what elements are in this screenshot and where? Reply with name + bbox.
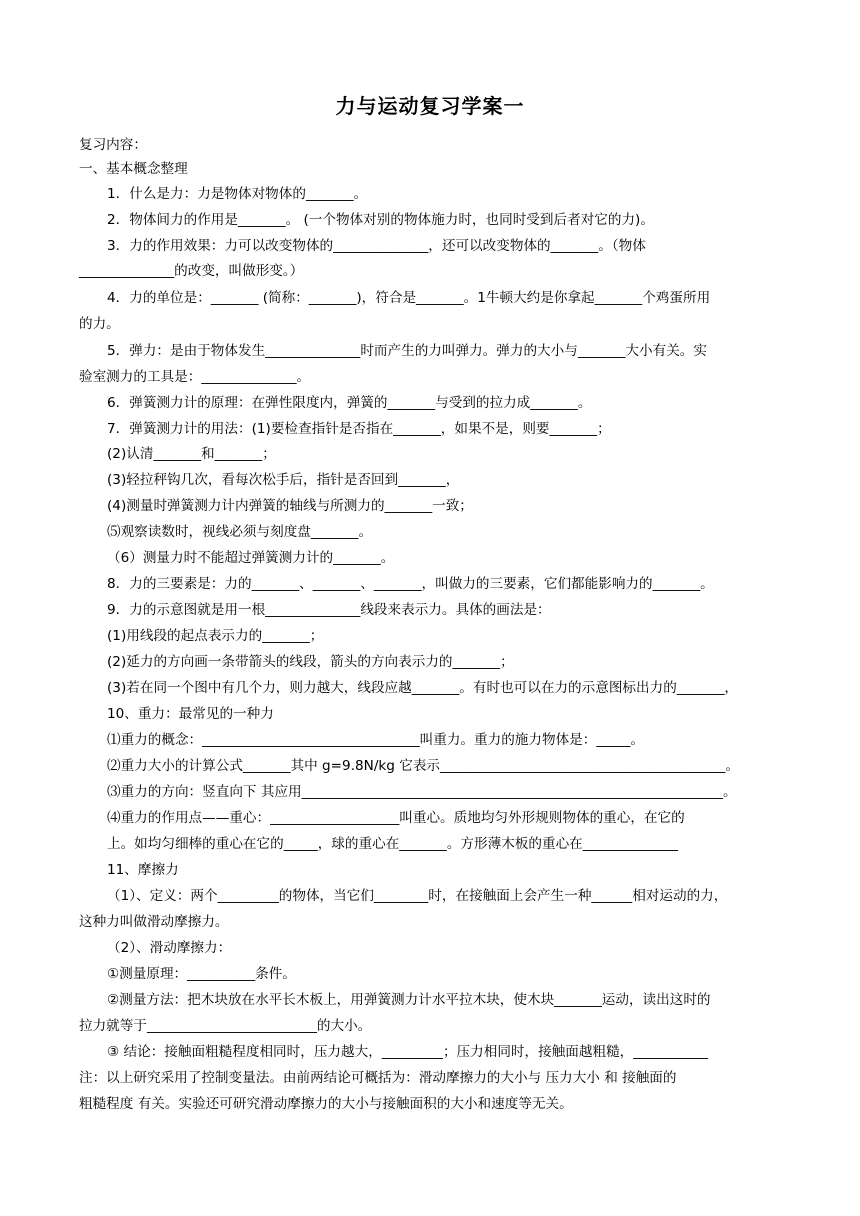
text-line: 1．什么是力：力是物体对物体的_______。 [107, 186, 368, 202]
text-line: ⑷重力的作用点——重心：___________________叫重心。质地均匀外形规则物体的重心，在它的 [107, 810, 685, 826]
text-line: 5．弹力：是由于物体发生______________时而产生的力叫弹力。弹力的大小与_______大小有关。实 [107, 343, 707, 359]
text-line: 的力。 [79, 316, 120, 332]
text-line: （6）测量力时不能超过弹簧测力计的_______。 [107, 550, 395, 566]
text-line: (4)测量时弹簧测力计内弹簧的轴线与所测力的_______一致； [107, 498, 473, 514]
text-line: 验室测力的工具是：______________。 [79, 369, 311, 385]
text-line: 粗糙程度 有关。实验还可研究滑动摩擦力的大小与接触面积的大小和速度等无关。 [79, 1096, 573, 1112]
section-heading: 11、摩擦力 [107, 862, 179, 878]
text-line: (3)若在同一个图中有几个力，则力越大，线段应越_______。有时也可以在力的示意图标出力的_______， [107, 680, 738, 696]
text-line: 注：以上研究采用了控制变量法。由前两结论可概括为：滑动摩擦力的大小与 压力大小 和 接触面的 [79, 1070, 677, 1086]
text-line: 2．物体间力的作用是_______。 (一个物体对别的物体施力时，也同时受到后者对它的力)。 [107, 212, 654, 228]
text-line: 拉力就等于_________________________的大小。 [79, 1018, 372, 1034]
text-line: 7．弹簧测力计的用法：(1)要检查指针是否指在_______，如果不是，则要_______； [107, 421, 611, 437]
text-line: 6．弹簧测力计的原理：在弹性限度内，弹簧的_______与受到的拉力成_______。 [107, 395, 592, 411]
text-line: 9．力的示意图就是用一根______________线段来表示力。具体的画法是： [107, 602, 551, 618]
text-line: 4．力的单位是：_______ (简称：_______)，符合是_______。1牛顿大约是你拿起_______个鸡蛋所用 [107, 290, 711, 306]
page-title: 力与运动复习学案一 [335, 94, 525, 118]
text-line: (2)认清_______和_______； [107, 446, 276, 462]
text-line: （1）、定义：两个_________的物体，当它们________时，在接触面上会产生一种______相对运动的力， [107, 888, 728, 904]
text-line: (2)延力的方向画一条带箭头的线段，箭头的方向表示力的_______； [107, 654, 514, 670]
text-line: 复习内容： [79, 137, 147, 153]
text-line: ⑸观察读数时，视线必须与刻度盘_______。 [107, 524, 373, 540]
text-line: 这种力叫做滑动摩擦力。 [79, 914, 229, 930]
text-line: ③ 结论：接触面粗糙程度相同时，压力越大，_________；压力相同时，接触面越粗糙，___________ [107, 1044, 709, 1060]
text-line: （2）、滑动摩擦力： [107, 940, 232, 956]
text-line: ______________的改变，叫做形变。） [79, 263, 304, 279]
section-heading: 10、重力：最常见的一种力 [107, 706, 274, 722]
text-line: (1)用线段的起点表示力的_______； [107, 628, 324, 644]
text-line: ①测量原理：__________条件。 [107, 966, 296, 982]
text-line: 8．力的三要素是：力的_______、_______、_______，叫做力的三要素，它们都能影响力的_______。 [107, 576, 714, 592]
section-heading: 一、基本概念整理 [79, 161, 188, 177]
text-line: ⑶重力的方向：竖直向下 其应用______________________________________________________________。 [107, 784, 737, 800]
text-line: 3．力的作用效果：力可以改变物体的______________，还可以改变物体的_______。（物体 [107, 238, 646, 254]
text-line: ⑵重力大小的计算公式_______其中 g=9.8N/kg 它表示__________________________________________。 [107, 758, 740, 774]
text-line: ②测量方法：把木块放在水平长木板上，用弹簧测力计水平拉木块，使木块_______运动，读出这时的 [107, 992, 711, 1008]
text-line: (3)轻拉秤钩几次，看每次松手后，指针是否回到_______， [107, 472, 460, 488]
text-line: ⑴重力的概念：________________________________叫重力。重力的施力物体是：_____。 [107, 732, 644, 748]
text-line: 上。如均匀细棒的重心在它的_____，球的重心在_______。方形薄木板的重心在______________ [107, 836, 678, 852]
